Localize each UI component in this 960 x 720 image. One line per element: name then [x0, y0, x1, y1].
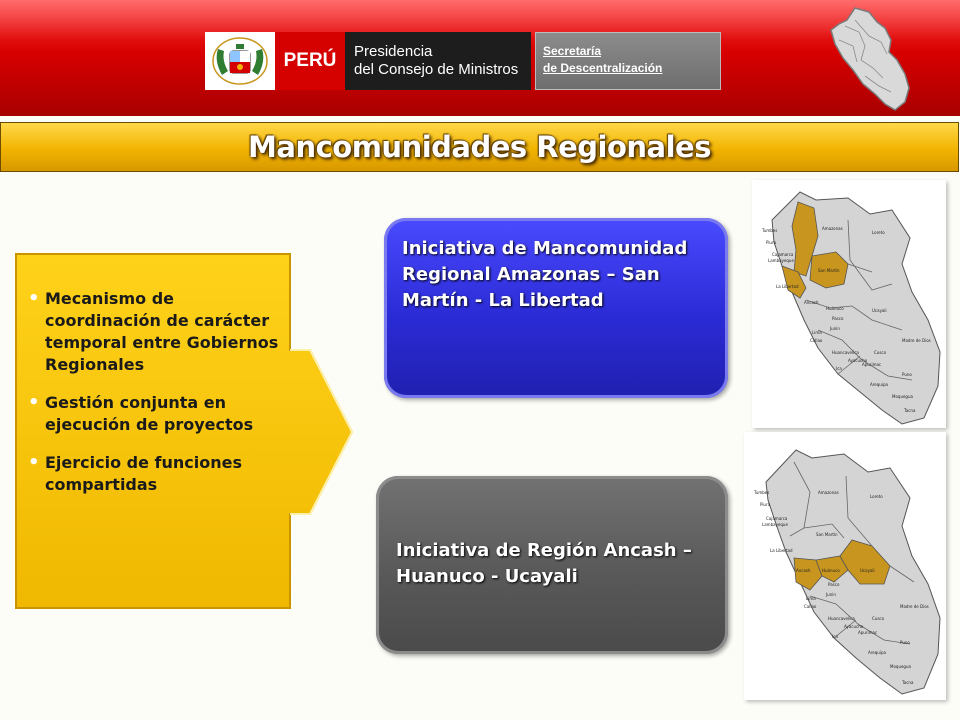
map-label: Lima [812, 330, 822, 335]
map-label: Ucayali [860, 568, 875, 573]
map-label: Callao [810, 338, 823, 343]
map-label: Junin [830, 326, 840, 331]
initiative-amazonas-panel [384, 218, 728, 398]
map-label: Loreto [870, 494, 883, 499]
map-label: Cajamarca [766, 516, 788, 521]
secretaria-brand [535, 32, 721, 90]
bullet-item: • Ejercicio de funciones compartidas [28, 452, 290, 496]
initiative-ancash-label: Iniciativa de Región Ancash – Huanuco - Ucayali [396, 540, 692, 587]
map-label: Lambayeque [762, 522, 788, 527]
pcm-logo [205, 32, 531, 90]
map-label: Huánuco [822, 568, 840, 573]
map-label: Tumbes [754, 490, 770, 495]
map-label: Madre de Dios [902, 338, 931, 343]
map-label: Lima [806, 596, 816, 601]
coat-of-arms-icon [210, 35, 270, 87]
presidencia-line-2: del Consejo de Ministros [354, 61, 519, 78]
map-label: Huancavelica [828, 616, 855, 621]
map-label: San Martín [816, 532, 838, 537]
map-label: Ayacucho [844, 624, 864, 629]
map-label: Madre de Dios [900, 604, 929, 609]
map-label: Piura [760, 502, 771, 507]
map-label: Puno [900, 640, 910, 645]
presidencia-line-1: Presidencia [354, 43, 433, 60]
presidencia-brand [345, 32, 531, 90]
map-label: Apurimac [862, 362, 882, 367]
peru-brand-text: PERÚ [283, 50, 337, 71]
map-label: Ucayali [872, 308, 887, 313]
title-bar [0, 122, 959, 172]
map-label: Piura [766, 240, 777, 245]
map-label: Moquegua [890, 664, 911, 669]
map-label: Tacna [904, 408, 916, 413]
map-label: Amazonas [822, 226, 843, 231]
map-ancash-huanuco-ucayali [744, 432, 946, 700]
bullet-item: • Gestión conjunta en ejecución de proyectos [28, 392, 290, 436]
map-label: Lambayeque [768, 258, 794, 263]
map-label: Amazonas [818, 490, 839, 495]
header-banner [0, 0, 960, 116]
initiative-amazonas-label: Iniciativa de Mancomunidad Regional Amazonas – San Martín - La Libertad [402, 238, 688, 311]
initiative-ancash-panel [376, 476, 728, 654]
map-label: Pasco [832, 316, 844, 321]
map-label: Ica [832, 634, 838, 639]
map-label: Pasco [828, 582, 840, 587]
map-label: Tacna [902, 680, 914, 685]
map-label: Moquegua [892, 394, 913, 399]
bullet-item: • Mecanismo de coordinación de carácter temporal entre Gobiernos Regionales [28, 288, 290, 376]
map-label: Ancash [804, 300, 819, 305]
map-label: Puno [902, 372, 912, 377]
secretaria-line-2: de Descentralización [543, 61, 663, 75]
map-label: San Martín [818, 268, 840, 273]
map-label: La Libertad [776, 284, 799, 289]
map-label: Arequipa [868, 650, 886, 655]
map-label: Cusco [872, 616, 885, 621]
map-label: La Libertad [770, 548, 793, 553]
map-label: Cajamarca [772, 252, 794, 257]
map-label: Junin [826, 592, 836, 597]
page-title: Mancomunidades Regionales [248, 130, 711, 164]
map-label: Cusco [874, 350, 887, 355]
map-label: Huánuco [826, 306, 844, 311]
bullet-list [28, 288, 290, 512]
map-label: Apurimac [858, 630, 878, 635]
map-label: Huancavelica [832, 350, 859, 355]
map-amazonas-sanmartin-lalibertad [752, 180, 946, 428]
peru-brand [275, 32, 345, 90]
map-label: Tumbes [762, 228, 778, 233]
secretaria-line-1: Secretaría [543, 44, 602, 58]
map-label: Ancash [796, 568, 811, 573]
peru-regions-map-1 [752, 180, 946, 428]
map-label: Loreto [872, 230, 885, 235]
peru-regions-map-2 [744, 432, 946, 700]
map-label: Arequipa [870, 382, 888, 387]
map-label: Ica [836, 366, 842, 371]
map-label: Callao [804, 604, 817, 609]
map-label: Ayacucho [848, 358, 868, 363]
peru-map-icon [825, 6, 915, 112]
